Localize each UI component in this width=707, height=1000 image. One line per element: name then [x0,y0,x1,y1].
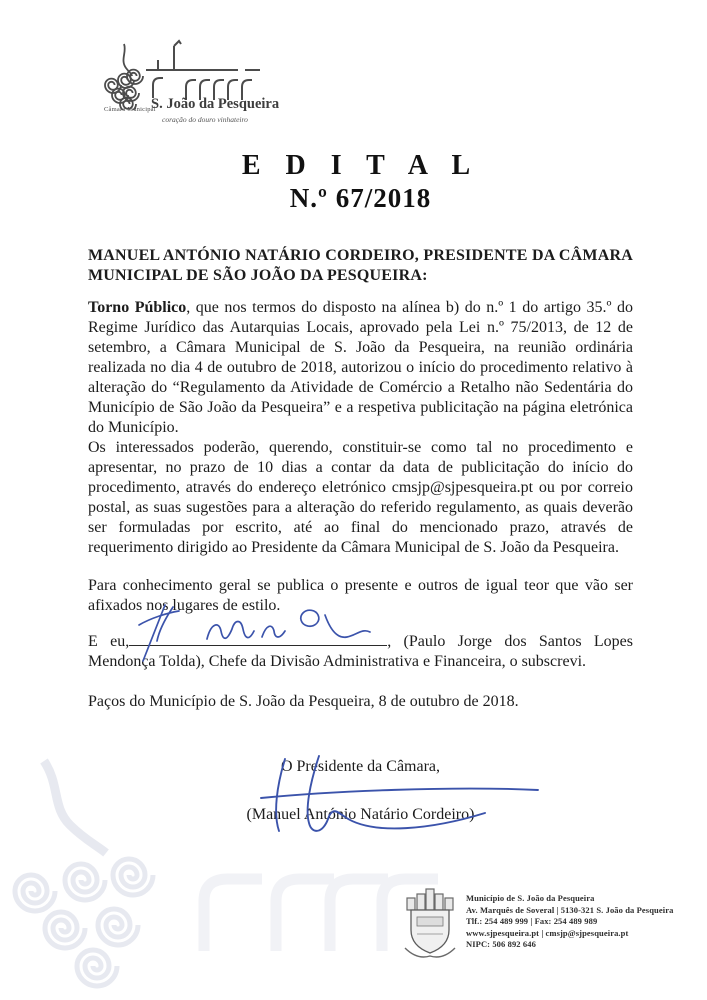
president-signature-block [88,757,633,825]
document-body [88,246,633,712]
title-word: E D I T A L [241,150,480,181]
paragraph-conhecimento: Para conhecimento geral se publica o presente e outros de igual teor que vão ser afixados nos lugares de estilo. [88,577,633,614]
paragraph-torno-publico [88,298,633,438]
footer-web-email: www.sjpesqueira.pt | cmsjp@sjpesqueira.pt [466,927,629,938]
torno-publico-lead: Torno Público [88,299,187,316]
president-role-line: O Presidente da Câmara, [280,758,441,775]
coat-of-arms-icon [403,886,457,962]
e-eu-prefix: E eu, [88,633,130,650]
footer-address: Av. Marquês de Soveral | 5130-321 S. João da Pesqueira [466,904,674,915]
clerk-signature-line [129,632,387,646]
municipal-logo [98,30,318,135]
footer-org: Município de S. João da Pesqueira [466,893,595,903]
president-name-line: (Manuel António Natário Cordeiro) [246,806,475,823]
clerk-signature-icon [131,601,381,663]
place-date-line: Paços do Município de S. João da Pesqueira, 8 de outubro de 2018. [88,693,519,710]
footer-contact-block [466,886,673,951]
edital-title [88,150,633,214]
clerk-attestation [88,632,633,672]
title-number: N.º 67/2018 [289,183,432,213]
logo-org-name: S. João da Pesqueira [151,96,280,112]
footer-contacts: Tlf.: 254 489 999 | Fax: 254 489 989 [466,916,598,926]
torno-publico-rest: , que nos termos do disposto na alínea b) do n.º 1 do artigo 35.º do Regime Jurídico das Autarquias Locais, aprovado pela Lei n.º 75/2013, de 12 de setembro, a Câmara Municipal de S. João da Pesqueira, na reunião ordinária realizada no dia 4 de outubro de 2018, autorizou o início do procedimento relativo à alteração do “Regulamento da Atividade de Comércio a Retalho não Sedentária do Município de São João da Pesqueira” e a respetiva publicitação na página eletrónica do Município. [88,299,633,436]
footer [403,886,673,962]
logo-org-small: Câmara Municipal [104,106,156,113]
paragraph-interessados: Os interessados poderão, querendo, constituir-se como tal no procedimento e apresentar, no prazo de 10 dias a contar da data de publicitação do início do procedimento, através do endereço eletrónico cmsjp@sjpesqueira.pt ou por correio postal, as suas sugestões para a alteração do referido regulamento, as quais deverão ser formuladas por escrito, até ao final do mencionado prazo, através de requerimento dirigido ao Presidente da Câmara Municipal de S. João da Pesqueira. [88,439,633,556]
footer-nipc: NIPC: 506 892 646 [466,939,536,949]
addressee-line: MANUEL ANTÓNIO NATÁRIO CORDEIRO, PRESIDENTE DA CÂMARA MUNICIPAL DE SÃO JOÃO DA PESQUEIRA: [88,247,633,284]
e-eu-suffix: , (Paulo Jorge dos Santos Lopes Mendonça Tolda), Chefe da Divisão Administrativa e Financeira, o subscrevi. [88,633,634,670]
logo-tagline: coração do douro vinhateiro [162,115,248,124]
